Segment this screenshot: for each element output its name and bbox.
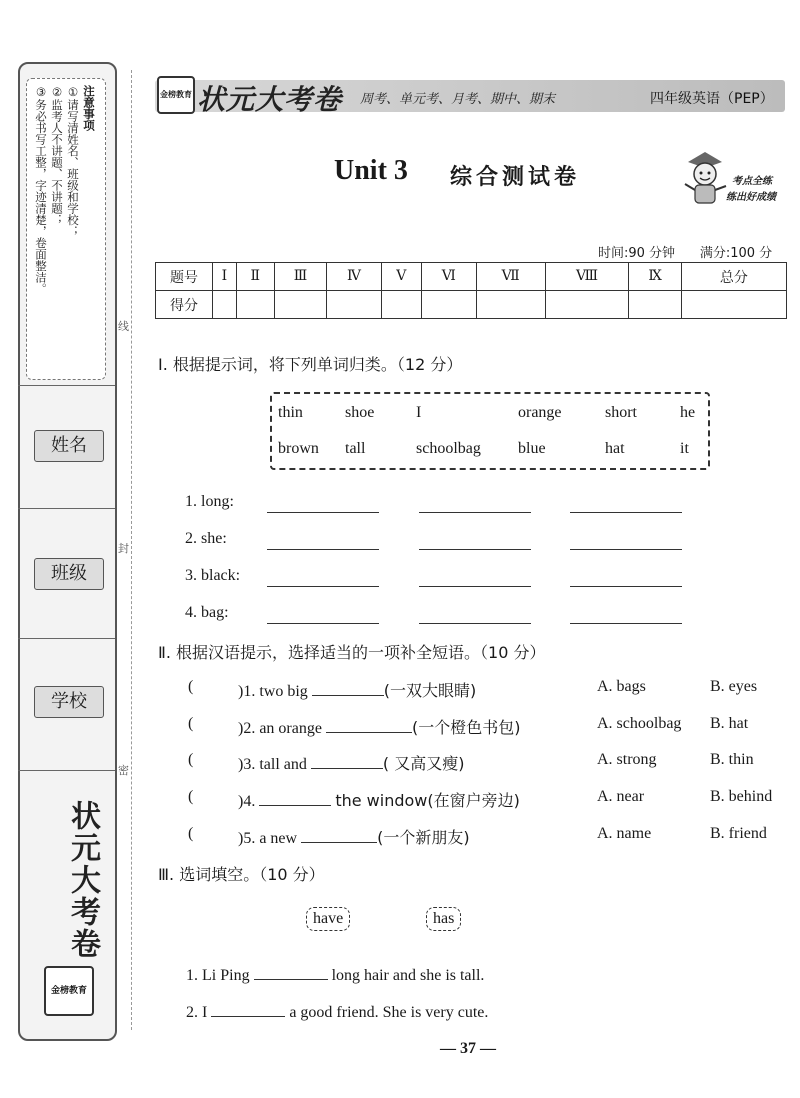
prompt-long: 1. long: [185, 493, 234, 510]
score-input-cell[interactable] [213, 291, 237, 319]
question-4 [238, 788, 520, 811]
table-cell: Ⅳ [327, 263, 381, 291]
option-b: B. eyes [710, 678, 758, 695]
word: blue [518, 440, 546, 457]
table-row [156, 291, 787, 319]
strip-divider [18, 385, 115, 386]
word: hat [605, 440, 625, 457]
answer-blank[interactable] [267, 623, 379, 624]
answer-blank[interactable] [419, 623, 531, 624]
note-1: ①请写清姓名、班级和学校； [66, 85, 80, 237]
mascot-line2: 练出好成绩 [726, 192, 776, 203]
table-cell: Ⅰ [213, 263, 237, 291]
cut-mark-secret: 密 [118, 764, 129, 777]
score-input-cell[interactable] [381, 291, 421, 319]
option-tag-have: have [306, 907, 350, 931]
question-text: 3. tall and [243, 756, 307, 773]
question-hint: (一个新朋友) [377, 828, 470, 847]
score-input-cell[interactable] [274, 291, 327, 319]
table-cell: Ⅲ [274, 263, 327, 291]
sentence-text: a good friend. She is very cute. [289, 1004, 489, 1021]
word: I [416, 404, 422, 421]
word: shoe [345, 404, 375, 421]
score-input-cell[interactable] [327, 291, 381, 319]
paren-close: ) [238, 830, 244, 847]
header-logo: 金榜教育 [157, 76, 195, 114]
table-cell: Ⅶ [476, 263, 545, 291]
mascot-line1: 考点全练 [732, 176, 772, 187]
page-subtitle: 综合测试卷 [450, 165, 581, 190]
header-brand: 状元大考卷 [197, 83, 343, 116]
school-field-label: 学校 [34, 686, 104, 718]
table-cell: 题号 [156, 263, 213, 291]
word: tall [345, 440, 366, 457]
answer-blank[interactable] [326, 718, 412, 733]
grade-label: 四年级英语（PEP） [650, 91, 774, 107]
question-text: 1. two big [243, 683, 308, 700]
question-hint: ( 又高又瘦) [382, 754, 465, 773]
word: brown [278, 440, 319, 457]
word-box [270, 392, 710, 470]
strip-divider [18, 770, 115, 771]
answer-blank[interactable] [259, 791, 331, 806]
answer-blank[interactable] [267, 549, 379, 550]
option-a: A. strong [597, 751, 657, 768]
word: schoolbag [416, 440, 481, 457]
sentence-2 [186, 1002, 488, 1022]
strip-divider [18, 508, 115, 509]
word: short [605, 404, 637, 421]
paren-close: ) [238, 720, 244, 737]
notes-box [26, 78, 106, 380]
table-cell: Ⅱ [236, 263, 274, 291]
mascot [680, 148, 785, 213]
paren-close: ) [238, 756, 244, 773]
option-a: A. bags [597, 678, 646, 695]
answer-blank[interactable] [211, 1002, 285, 1017]
prompt-she: 2. she: [185, 530, 227, 547]
sentence-text: long hair and she is tall. [331, 967, 485, 984]
question-2 [238, 715, 520, 738]
question-1 [238, 678, 476, 701]
option-a: A. schoolbag [597, 715, 682, 732]
answer-blank[interactable] [570, 623, 682, 624]
answer-blank[interactable] [570, 512, 682, 513]
table-row [156, 263, 787, 291]
word: orange [518, 404, 562, 421]
table-cell: Ⅸ [629, 263, 682, 291]
section2-title: Ⅱ. 根据汉语提示，选择适当的一项补全短语。（10 分） [158, 643, 546, 662]
cut-mark-seal: 封 [118, 542, 129, 555]
answer-blank[interactable] [419, 549, 531, 550]
answer-blank[interactable] [254, 965, 328, 980]
answer-blank[interactable] [267, 586, 379, 587]
sentence-text: 1. Li Ping [186, 967, 250, 984]
exam-info [598, 242, 772, 261]
question-text: 4. [243, 793, 256, 810]
option-b: B. thin [710, 751, 754, 768]
answer-blank[interactable] [267, 512, 379, 513]
choice-paren: ( [188, 788, 194, 805]
word: it [680, 440, 689, 457]
option-b: B. hat [710, 715, 749, 732]
option-b: B. behind [710, 788, 773, 805]
page-title: Unit 3 [334, 155, 408, 186]
answer-blank[interactable] [312, 681, 384, 696]
table-cell: 总分 [681, 263, 786, 291]
sidebar-logo: 金榜教育 [44, 966, 94, 1016]
question-text: 2. an orange [243, 720, 322, 737]
sentence-1 [186, 965, 484, 985]
choice-paren: ( [188, 715, 194, 732]
option-b: B. friend [710, 825, 767, 842]
answer-blank[interactable] [419, 586, 531, 587]
time-limit: 时间:90 分钟 [598, 246, 676, 261]
answer-blank[interactable] [570, 586, 682, 587]
table-cell: Ⅷ [545, 263, 629, 291]
exam-types: 周考、单元考、月考、期中、期末 [360, 92, 556, 107]
table-cell: Ⅵ [421, 263, 476, 291]
question-hint: (一个橙色书包) [411, 718, 521, 737]
choice-paren: ( [188, 825, 194, 842]
option-tag-has: has [426, 907, 461, 931]
page-number: — 37 — [440, 1040, 496, 1057]
question-text: 5. a new [243, 830, 298, 847]
cut-line [131, 70, 132, 1030]
table-cell: Ⅴ [381, 263, 421, 291]
score-input-cell[interactable] [629, 291, 682, 319]
option-a: A. near [597, 788, 645, 805]
note-2: ②监考人不讲题、不讲题； [50, 85, 64, 226]
name-field-label: 姓名 [34, 430, 104, 462]
question-5 [238, 825, 470, 848]
notes-header: 注意事项 [82, 85, 96, 131]
prompt-bag: 4. bag: [185, 604, 229, 621]
answer-blank[interactable] [311, 754, 383, 769]
choice-paren: ( [188, 751, 194, 768]
full-score: 满分:100 分 [699, 246, 773, 261]
paren-close: ) [238, 683, 244, 700]
score-input-cell[interactable] [545, 291, 629, 319]
word: he [680, 404, 696, 421]
score-input-cell[interactable] [681, 291, 786, 319]
score-table [155, 262, 787, 319]
class-field-label: 班级 [34, 558, 104, 590]
paren-close: ) [238, 793, 244, 810]
question-hint: the window(在窗户旁边) [335, 791, 520, 810]
question-3 [238, 751, 464, 774]
answer-blank[interactable] [570, 549, 682, 550]
score-input-cell[interactable] [421, 291, 476, 319]
section3-title: Ⅲ. 选词填空。（10 分） [158, 865, 325, 884]
strip-divider [18, 638, 115, 639]
section1-title: Ⅰ. 根据提示词，将下列单词归类。（12 分） [158, 355, 463, 374]
prompt-black: 3. black: [185, 567, 241, 584]
note-3: ③务必书写工整，字迹清楚，卷面整洁。 [34, 85, 48, 295]
table-cell: 得分 [156, 291, 213, 319]
word: thin [278, 404, 303, 421]
score-input-cell[interactable] [236, 291, 274, 319]
question-hint: (一双大眼睛) [383, 681, 477, 700]
answer-blank[interactable] [419, 512, 531, 513]
notes-text [33, 85, 97, 373]
answer-blank[interactable] [301, 828, 377, 843]
score-input-cell[interactable] [476, 291, 545, 319]
sentence-text: 2. I [186, 1004, 208, 1021]
cut-mark-line: 线 [118, 320, 129, 333]
option-a: A. name [597, 825, 652, 842]
mascot-icon [680, 148, 730, 210]
choice-paren: ( [188, 678, 194, 695]
sidebar-brand: 状元大考卷 [65, 800, 100, 960]
